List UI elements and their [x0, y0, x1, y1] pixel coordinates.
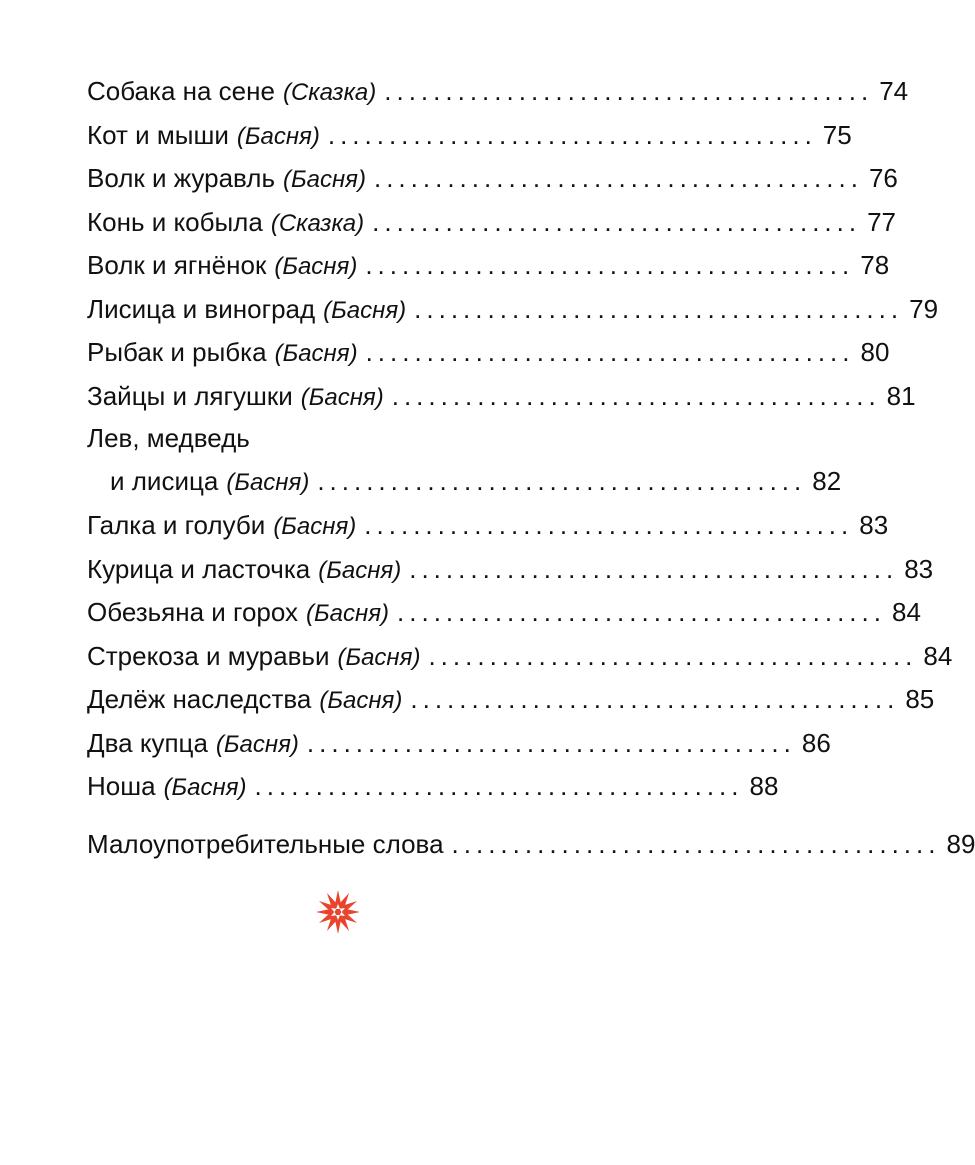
entry-page: 83	[904, 553, 934, 584]
dot-leader: ........................................	[327, 119, 817, 150]
entry-page: 85	[905, 684, 935, 714]
toc-entry[interactable]	[87, 722, 831, 766]
toc-entry[interactable]	[87, 375, 916, 419]
entry-title: Курица и ласточка	[87, 553, 311, 584]
dot-leader: ........................................	[391, 380, 881, 411]
toc-entry[interactable]	[87, 635, 953, 679]
entry-kind: (Басня)	[215, 730, 299, 758]
entry-page: 83	[859, 510, 889, 540]
entry-kind: (Басня)	[323, 296, 407, 324]
toc-entry[interactable]	[87, 504, 889, 548]
entry-kind: (Сказка)	[282, 79, 377, 106]
toc-entry-continuation[interactable]	[87, 458, 842, 504]
entry-title: Лев, медведь	[87, 423, 250, 453]
toc-entry[interactable]	[87, 288, 939, 332]
entry-page: 79	[909, 293, 939, 324]
dot-leader: ........................................	[317, 466, 807, 496]
entry-title: Стрекоза и муравьи	[87, 640, 330, 671]
entry-page: 74	[879, 76, 909, 106]
dot-leader: ........................................	[365, 250, 855, 280]
dot-leader: ........................................	[373, 163, 863, 193]
entry-kind: (Басня)	[163, 774, 247, 801]
entry-page: 88	[749, 771, 779, 801]
entry-title: Зайцы и лягушки	[87, 380, 293, 411]
entry-kind: (Басня)	[273, 513, 357, 540]
entry-kind: (Басня)	[274, 340, 358, 367]
entry-page: 84	[891, 597, 921, 627]
table-of-contents	[87, 70, 975, 866]
entry-kind: (Басня)	[236, 122, 320, 150]
entry-title: Ноша	[87, 771, 156, 801]
dot-leader: ........................................	[384, 76, 874, 106]
entry-title: Два купца	[87, 727, 208, 758]
entry-kind: (Басня)	[318, 556, 402, 584]
entry-page: 84	[923, 640, 953, 671]
entry-page: 82	[812, 466, 842, 496]
toc-entry[interactable]	[87, 591, 921, 635]
entry-title: Конь и кобыла	[87, 206, 263, 237]
entry-page: 75	[822, 119, 852, 150]
toc-entry[interactable]	[87, 114, 852, 158]
entry-kind: (Басня)	[226, 469, 310, 496]
toc-entry[interactable]	[87, 157, 898, 201]
entry-page: 86	[801, 727, 831, 758]
entry-kind: (Сказка)	[270, 209, 365, 237]
entry-title: Кот и мыши	[87, 119, 229, 150]
dot-leader: ........................................	[451, 828, 941, 859]
entry-title: Лисица и виноград	[87, 293, 316, 324]
entry-title: Собака на сене	[87, 76, 275, 106]
entry-kind: (Басня)	[319, 687, 403, 714]
dot-leader: ........................................	[365, 337, 855, 367]
entry-kind: (Басня)	[337, 643, 421, 671]
entry-page: 89	[946, 828, 975, 859]
toc-entry-first-line[interactable]	[87, 418, 582, 458]
entry-page: 80	[860, 337, 890, 367]
dot-leader: ........................................	[397, 597, 886, 627]
entry-kind: (Басня)	[283, 166, 366, 193]
toc-entry[interactable]	[87, 765, 779, 809]
toc-entry[interactable]	[87, 548, 934, 592]
dot-leader: ........................................	[410, 684, 900, 714]
dot-leader: ........................................	[414, 293, 904, 324]
toc-entry-glossary[interactable]	[87, 823, 975, 867]
entry-title: Малоупотребительные слова	[87, 828, 444, 859]
red-star-flower-icon	[314, 888, 362, 936]
entry-kind: (Басня)	[300, 383, 384, 411]
dot-leader: ........................................	[409, 553, 899, 584]
dot-leader: ........................................	[306, 727, 796, 758]
entry-kind: (Басня)	[306, 600, 390, 627]
dot-leader: ........................................	[428, 640, 918, 671]
entry-title: Волк и ягнёнок	[87, 250, 267, 280]
entry-title: Галка и голуби	[87, 510, 266, 540]
dot-leader: ........................................	[364, 510, 854, 540]
entry-title: Волк и журавль	[87, 163, 275, 193]
dot-leader: ........................................	[254, 771, 744, 801]
toc-entry[interactable]	[87, 201, 897, 245]
dot-leader: ........................................	[372, 206, 862, 237]
entry-title: Обезьяна и горох	[87, 597, 299, 627]
entry-title: Рыбак и рыбка	[87, 337, 267, 367]
entry-page: 77	[867, 206, 897, 237]
entry-title-continued: и лисица	[110, 466, 219, 496]
toc-entry[interactable]	[87, 678, 935, 722]
toc-entry[interactable]	[87, 331, 890, 375]
entry-page: 78	[860, 250, 890, 280]
entry-title: Делёж наследства	[87, 684, 312, 714]
toc-entry[interactable]	[87, 70, 909, 114]
toc-entry[interactable]	[87, 244, 890, 288]
entry-kind: (Басня)	[274, 253, 358, 280]
entry-page: 81	[886, 380, 916, 411]
entry-page: 76	[868, 163, 898, 193]
